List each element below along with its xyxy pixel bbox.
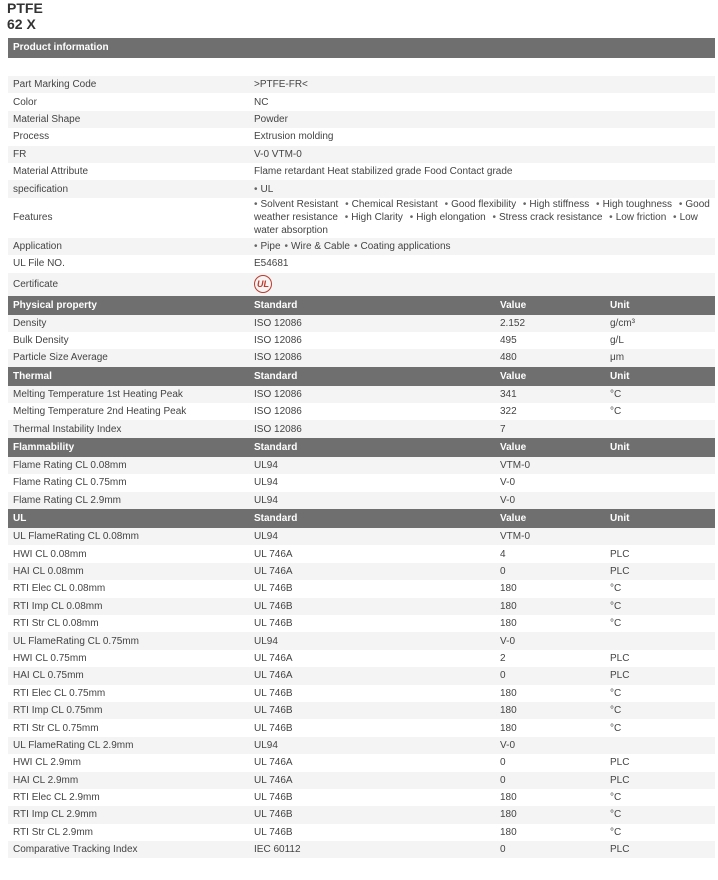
physical-row <box>8 332 715 349</box>
info-value: Flame retardant Heat stabilized grade Food Contact grade <box>249 163 715 180</box>
property-cell: Melting Temperature 2nd Heating Peak <box>8 403 249 420</box>
standard-cell: UL94 <box>249 457 495 474</box>
ul-row <box>8 528 715 545</box>
standard-cell: UL 746B <box>249 598 495 615</box>
feature-label: Low friction <box>615 212 667 224</box>
property-cell: UL FlameRating CL 2.9mm <box>8 737 249 754</box>
info-label: Part Marking Code <box>8 76 249 93</box>
standard-cell: UL94 <box>249 474 495 491</box>
column-value: Value <box>495 296 605 315</box>
info-label: Features <box>8 198 249 238</box>
ul-row <box>8 789 715 806</box>
info-label: Process <box>8 128 249 145</box>
standard-cell: ISO 12086 <box>249 420 495 437</box>
feature-label: Stress crack resistance <box>499 212 603 224</box>
feature-item <box>254 199 338 210</box>
feature-label: High stiffness <box>529 199 590 211</box>
standard-cell: UL 746A <box>249 650 495 667</box>
unit-cell: °C <box>605 789 715 806</box>
unit-cell: PLC <box>605 841 715 858</box>
property-cell: UL FlameRating CL 0.75mm <box>8 632 249 649</box>
unit-cell <box>605 737 715 754</box>
feature-item <box>609 212 666 223</box>
value-cell: 7 <box>495 420 605 437</box>
standard-cell: UL 746B <box>249 806 495 823</box>
feature-item <box>493 212 603 223</box>
property-cell: Bulk Density <box>8 332 249 349</box>
feature-label: Solvent Resistant <box>260 199 339 211</box>
property-cell: HWI CL 0.75mm <box>8 650 249 667</box>
value-cell: 180 <box>495 685 605 702</box>
property-cell: Flame Rating CL 0.75mm <box>8 474 249 491</box>
column-value: Value <box>495 438 605 457</box>
ul-row <box>8 598 715 615</box>
value-cell: VTM-0 <box>495 457 605 474</box>
info-row-certificate <box>8 273 715 296</box>
bullet-icon: • <box>609 212 613 224</box>
physical-header <box>8 296 715 315</box>
unit-cell: °C <box>605 824 715 841</box>
info-row-fr <box>8 146 715 163</box>
standard-cell: UL94 <box>249 737 495 754</box>
feature-item <box>345 212 403 223</box>
section-title: Thermal <box>8 367 249 386</box>
property-cell: RTI Elec CL 0.08mm <box>8 580 249 597</box>
features-wrap <box>254 198 710 237</box>
column-standard: Standard <box>249 296 495 315</box>
unit-cell: g/L <box>605 332 715 349</box>
value-cell: 0 <box>495 772 605 789</box>
section-header-ul <box>8 509 715 528</box>
feature-label: Chemical Resistant <box>351 199 438 211</box>
info-value: NC <box>249 93 715 110</box>
ul-row <box>8 824 715 841</box>
value-cell: 322 <box>495 403 605 420</box>
property-cell: Thermal Instability Index <box>8 420 249 437</box>
section-header-physical <box>8 296 715 315</box>
info-row-color <box>8 93 715 110</box>
unit-cell: μm <box>605 349 715 366</box>
unit-cell: °C <box>605 403 715 420</box>
info-label: Application <box>8 238 249 255</box>
standard-cell: UL 746B <box>249 824 495 841</box>
ul-row <box>8 667 715 684</box>
bullet-icon: • <box>345 199 349 211</box>
unit-cell <box>605 457 715 474</box>
bullet-icon: • <box>409 212 414 224</box>
standard-cell: UL 746A <box>249 545 495 562</box>
info-row-features <box>8 198 715 238</box>
application-item <box>285 241 350 252</box>
unit-cell: PLC <box>605 545 715 562</box>
unit-cell: °C <box>605 386 715 403</box>
thermal-row <box>8 403 715 420</box>
bullet-icon: • <box>254 240 258 252</box>
product-info-header: Product information <box>8 38 715 58</box>
value-cell: 180 <box>495 598 605 615</box>
standard-cell: UL 746A <box>249 563 495 580</box>
column-unit: Unit <box>605 296 715 315</box>
info-value <box>249 273 715 296</box>
physical-row <box>8 315 715 332</box>
standard-cell: UL 746B <box>249 580 495 597</box>
application-list <box>249 238 715 255</box>
bullet-icon: • <box>444 199 449 211</box>
ul-row <box>8 563 715 580</box>
flammability-row <box>8 492 715 509</box>
ul-row <box>8 702 715 719</box>
value-cell: 180 <box>495 824 605 841</box>
bullet-icon: • <box>596 199 600 211</box>
spec-item: UL <box>260 183 274 195</box>
property-cell: RTI Str CL 2.9mm <box>8 824 249 841</box>
value-cell: V-0 <box>495 492 605 509</box>
unit-cell: PLC <box>605 772 715 789</box>
property-cell: Flame Rating CL 0.08mm <box>8 457 249 474</box>
thermal-row <box>8 386 715 403</box>
bullet-icon: • <box>344 212 349 224</box>
info-row-ul-file <box>8 255 715 272</box>
property-cell: Density <box>8 315 249 332</box>
feature-label: High elongation <box>416 212 486 224</box>
info-label: UL File NO. <box>8 255 249 272</box>
feature-item <box>445 199 517 210</box>
standard-cell: UL94 <box>249 492 495 509</box>
flammability-row <box>8 457 715 474</box>
product-name: PTFE <box>7 0 43 16</box>
property-cell: RTI Imp CL 0.75mm <box>8 702 249 719</box>
unit-cell: PLC <box>605 754 715 771</box>
ul-header <box>8 509 715 528</box>
feature-label: High Clarity <box>351 212 403 224</box>
bullet-icon: • <box>284 240 289 252</box>
column-standard: Standard <box>249 438 495 457</box>
unit-cell: °C <box>605 615 715 632</box>
thermal-table <box>8 386 715 438</box>
feature-label: Good weather resistance <box>254 199 710 224</box>
info-row-part-marking <box>8 76 715 93</box>
value-cell: 495 <box>495 332 605 349</box>
column-unit: Unit <box>605 367 715 386</box>
bullet-icon: • <box>522 199 527 211</box>
unit-cell: PLC <box>605 563 715 580</box>
property-cell: HWI CL 2.9mm <box>8 754 249 771</box>
property-cell: Melting Temperature 1st Heating Peak <box>8 386 249 403</box>
section-title: Physical property <box>8 296 249 315</box>
flammability-table <box>8 457 715 509</box>
column-value: Value <box>495 509 605 528</box>
unit-cell: PLC <box>605 667 715 684</box>
info-value: >PTFE-FR< <box>249 76 715 93</box>
column-value: Value <box>495 367 605 386</box>
info-label: Material Attribute <box>8 163 249 180</box>
unit-cell <box>605 420 715 437</box>
standard-cell: ISO 12086 <box>249 349 495 366</box>
physical-row <box>8 349 715 366</box>
value-cell: 480 <box>495 349 605 366</box>
features-list <box>249 198 715 238</box>
column-unit: Unit <box>605 509 715 528</box>
value-cell: V-0 <box>495 632 605 649</box>
property-cell: HAI CL 0.08mm <box>8 563 249 580</box>
property-cell: RTI Elec CL 2.9mm <box>8 789 249 806</box>
value-cell: 2 <box>495 650 605 667</box>
unit-cell <box>605 474 715 491</box>
datasheet-tables <box>8 76 715 858</box>
standard-cell: UL 746B <box>249 789 495 806</box>
bullet-icon: • <box>678 199 683 211</box>
property-cell: UL FlameRating CL 0.08mm <box>8 528 249 545</box>
application-label: Coating applications <box>360 240 451 252</box>
info-row-application <box>8 238 715 255</box>
feature-label: High toughness <box>602 199 673 211</box>
unit-cell <box>605 528 715 545</box>
property-cell: HAI CL 0.75mm <box>8 667 249 684</box>
standard-cell: UL 746A <box>249 772 495 789</box>
standard-cell: IEC 60112 <box>249 841 495 858</box>
value-cell: VTM-0 <box>495 528 605 545</box>
ul-logo-text: UL <box>257 279 269 290</box>
value-cell: 4 <box>495 545 605 562</box>
unit-cell <box>605 492 715 509</box>
section-title: Flammability <box>8 438 249 457</box>
info-row-process <box>8 128 715 145</box>
standard-cell: UL 746B <box>249 615 495 632</box>
ul-row <box>8 632 715 649</box>
ul-row <box>8 806 715 823</box>
section-header-thermal <box>8 367 715 386</box>
standard-cell: UL 746B <box>249 719 495 736</box>
value-cell: 341 <box>495 386 605 403</box>
feature-label: Good flexibility <box>451 199 517 211</box>
value-cell: 2.152 <box>495 315 605 332</box>
flammability-header <box>8 438 715 457</box>
product-grade: 62 X <box>7 16 36 32</box>
application-item <box>254 241 281 252</box>
column-standard: Standard <box>249 509 495 528</box>
standard-cell: UL 746A <box>249 667 495 684</box>
ul-row <box>8 772 715 789</box>
property-cell: RTI Str CL 0.08mm <box>8 615 249 632</box>
value-cell: 180 <box>495 580 605 597</box>
thermal-row <box>8 420 715 437</box>
unit-cell: °C <box>605 719 715 736</box>
value-cell: 0 <box>495 667 605 684</box>
standard-cell: ISO 12086 <box>249 332 495 349</box>
value-cell: 0 <box>495 841 605 858</box>
ul-table <box>8 528 715 858</box>
feature-label: Low water absorption <box>254 212 698 237</box>
feature-item <box>523 199 589 210</box>
value-cell: 0 <box>495 754 605 771</box>
property-cell: Particle Size Average <box>8 349 249 366</box>
property-cell: Comparative Tracking Index <box>8 841 249 858</box>
info-row-shape <box>8 111 715 128</box>
bullet-icon: • <box>353 240 358 252</box>
standard-cell: UL 746B <box>249 702 495 719</box>
info-value <box>249 180 715 197</box>
value-cell: 180 <box>495 789 605 806</box>
ul-row <box>8 754 715 771</box>
column-unit: Unit <box>605 438 715 457</box>
standard-cell: UL 746B <box>249 685 495 702</box>
application-item <box>354 241 451 252</box>
value-cell: 180 <box>495 719 605 736</box>
info-label: FR <box>8 146 249 163</box>
ul-row <box>8 719 715 736</box>
bullet-icon: • <box>254 183 258 195</box>
info-label: Certificate <box>8 273 249 296</box>
unit-cell: °C <box>605 806 715 823</box>
value-cell: 180 <box>495 702 605 719</box>
property-cell: RTI Imp CL 0.08mm <box>8 598 249 615</box>
ul-row <box>8 841 715 858</box>
ul-row <box>8 737 715 754</box>
unit-cell <box>605 632 715 649</box>
info-value: V-0 VTM-0 <box>249 146 715 163</box>
flammability-row <box>8 474 715 491</box>
value-cell: 0 <box>495 563 605 580</box>
property-cell: Flame Rating CL 2.9mm <box>8 492 249 509</box>
thermal-header <box>8 367 715 386</box>
unit-cell: °C <box>605 702 715 719</box>
info-row-attribute <box>8 163 715 180</box>
standard-cell: ISO 12086 <box>249 315 495 332</box>
bullet-icon: • <box>254 199 258 211</box>
value-cell: V-0 <box>495 474 605 491</box>
ul-row <box>8 615 715 632</box>
info-label: specification <box>8 180 249 197</box>
property-cell: RTI Str CL 0.75mm <box>8 719 249 736</box>
unit-cell: g/cm³ <box>605 315 715 332</box>
standard-cell: ISO 12086 <box>249 403 495 420</box>
unit-cell: °C <box>605 580 715 597</box>
standard-cell: UL94 <box>249 632 495 649</box>
application-label: Wire & Cable <box>291 240 350 252</box>
ul-row <box>8 580 715 597</box>
property-cell: RTI Imp CL 2.9mm <box>8 806 249 823</box>
value-cell: 180 <box>495 615 605 632</box>
unit-cell: °C <box>605 685 715 702</box>
application-label: Pipe <box>260 240 281 252</box>
ul-certificate-logo[interactable] <box>254 275 272 293</box>
bullet-icon: • <box>492 212 497 224</box>
unit-cell: PLC <box>605 650 715 667</box>
standard-cell: ISO 12086 <box>249 386 495 403</box>
info-label: Material Shape <box>8 111 249 128</box>
section-header-flammability <box>8 438 715 457</box>
info-value: E54681 <box>249 255 715 272</box>
feature-item <box>596 199 672 210</box>
info-label: Color <box>8 93 249 110</box>
value-cell: V-0 <box>495 737 605 754</box>
ul-row <box>8 685 715 702</box>
value-cell: 180 <box>495 806 605 823</box>
feature-item <box>345 199 438 210</box>
standard-cell: UL 746A <box>249 754 495 771</box>
bullet-icon: • <box>673 212 677 224</box>
unit-cell: °C <box>605 598 715 615</box>
info-value: Extrusion molding <box>249 128 715 145</box>
info-value: Powder <box>249 111 715 128</box>
property-cell: HWI CL 0.08mm <box>8 545 249 562</box>
feature-item <box>410 212 486 223</box>
product-info-table <box>8 76 715 296</box>
standard-cell: UL94 <box>249 528 495 545</box>
property-cell: RTI Elec CL 0.75mm <box>8 685 249 702</box>
info-row-specification <box>8 180 715 197</box>
ul-row <box>8 650 715 667</box>
ul-row <box>8 545 715 562</box>
column-standard: Standard <box>249 367 495 386</box>
datasheet-table <box>8 76 715 858</box>
section-title: UL <box>8 509 249 528</box>
property-cell: HAI CL 2.9mm <box>8 772 249 789</box>
physical-table <box>8 315 715 367</box>
